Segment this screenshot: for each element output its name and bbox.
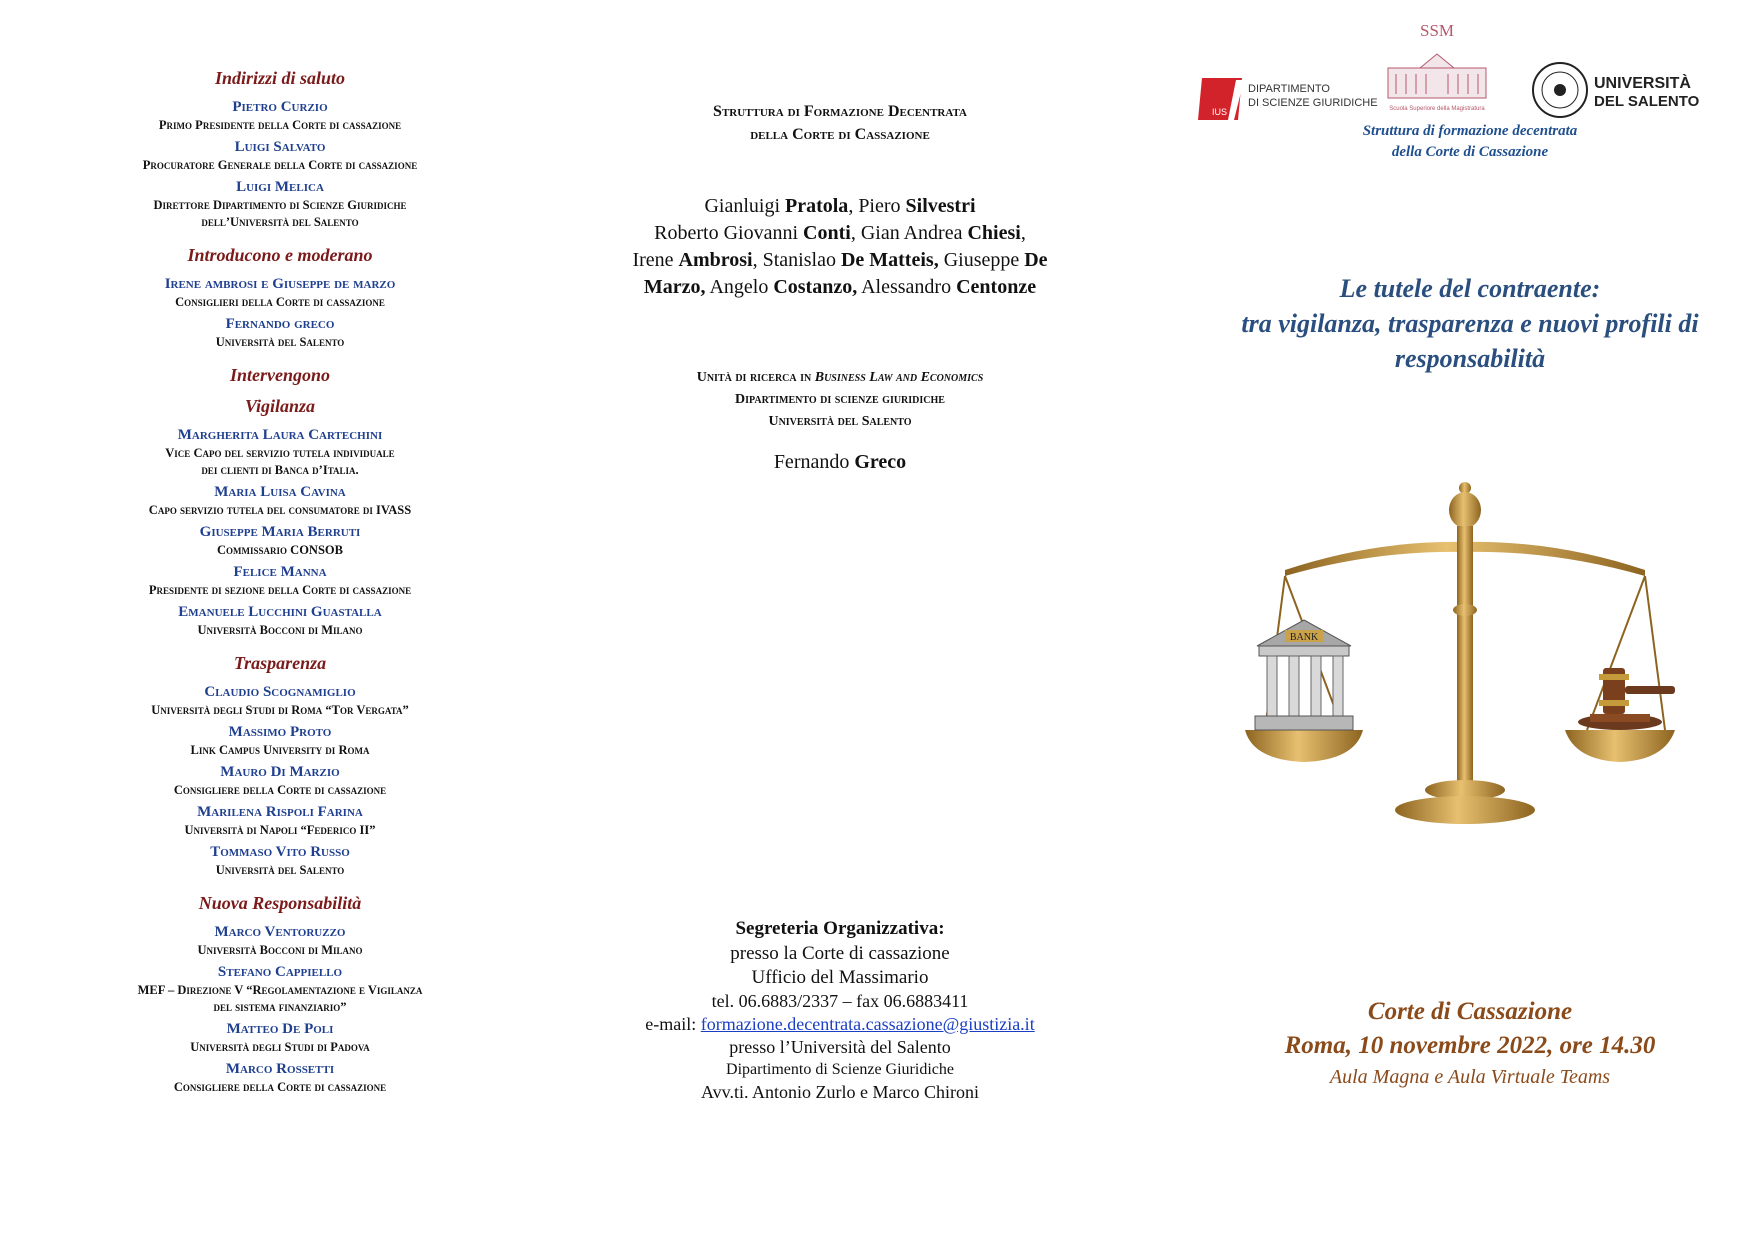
speaker-name: Pietro Curzio — [232, 99, 328, 115]
speaker-name: Marco Rossetti — [225, 1061, 335, 1077]
struttura-subtitle: Struttura di formazione decentrata della Corte di Cassazione — [1362, 123, 1578, 160]
speaker-role: Presidente di sezione della Corte di cassazione — [148, 583, 412, 597]
speaker-role: Università Bocconi di Milano — [197, 943, 363, 957]
program-list — [40, 68, 520, 1100]
svg-text:DEL SALENTO: DEL SALENTO — [1594, 93, 1700, 110]
event-date: Roma, 10 novembre 2022, ore 14.30 — [1284, 1032, 1656, 1059]
speaker-role: dell’Università del Salento — [201, 215, 359, 229]
speaker-role: Direttore Dipartimento di Scienze Giuridiche — [153, 198, 407, 212]
event-rooms: Aula Magna e Aula Virtuale Teams — [1329, 1066, 1611, 1088]
speaker-name: Claudio Scognamiglio — [204, 684, 356, 700]
speaker-role: Capo servizio tutela del consumatore di IVASS — [148, 503, 412, 517]
speaker-role: Primo Presidente della Corte di cassazione — [158, 118, 402, 132]
main-title: Le tutele del contraente: tra vigilanza, trasparenza e nuovi profili di responsabilità — [1241, 274, 1699, 373]
svg-text:SSM: SSM — [1419, 21, 1455, 40]
speaker-name: Tommaso Vito Russo — [210, 844, 350, 860]
speaker-name: Massimo Proto — [228, 724, 332, 740]
speaker-name: Matteo De Poli — [226, 1021, 334, 1037]
svg-text:DI SCIENZE GIURIDICHE: DI SCIENZE GIURIDICHE — [1248, 97, 1378, 109]
speaker-role: Università Bocconi di Milano — [197, 623, 363, 637]
speaker-role: dei clienti di Banca d’Italia. — [201, 463, 359, 477]
organizers-line: Roberto Giovanni Conti, Gian Andrea Chiesi, — [654, 222, 1026, 244]
speaker-role: Commissario CONSOB — [217, 543, 343, 557]
organizers-list — [590, 193, 1090, 301]
event-venue: Corte di Cassazione — [1367, 998, 1573, 1025]
speaker-role: Consiglieri della Corte di cassazione — [175, 295, 385, 309]
research-unit: Unità di ricerca in Business Law and Economics Dipartimento di scienze giuridiche Università del Salento — [696, 370, 984, 429]
speaker-name: Marilena Rispoli Farina — [197, 804, 363, 820]
speaker-name: Luigi Salvato — [234, 139, 326, 155]
speaker-role: Procuratore Generale della Corte di cassazione — [142, 158, 418, 172]
speaker-role: Consigliere della Corte di cassazione — [173, 783, 387, 797]
svg-text:Scuola Superiore della Magistr: Scuola Superiore della Magistratura — [1389, 106, 1485, 112]
speaker-name: Mauro Di Marzio — [220, 764, 340, 780]
section-title: Indirizzi di saluto — [214, 68, 346, 88]
ssm-logo — [1388, 21, 1486, 112]
organizers-line: Irene Ambrosi, Stanislao De Matteis, Giuseppe De — [632, 249, 1048, 271]
speaker-name: Luigi Melica — [236, 179, 324, 195]
speaker-role: Vice Capo del servizio tutela individuale — [165, 446, 395, 460]
unisalento-logo — [1533, 63, 1700, 117]
section-title: Vigilanza — [244, 396, 316, 416]
organizers-line: Gianluigi Pratola, Piero Silvestri — [704, 195, 976, 217]
speaker-role: Università di Napoli “Federico II” — [184, 823, 376, 837]
speaker-role: del sistema finanziario” — [213, 1000, 347, 1014]
organizers-column — [590, 0, 1090, 1240]
speaker-role: Link Campus University di Roma — [190, 743, 370, 757]
email-link[interactable]: formazione.decentrata.cassazione@giustizia.it — [700, 1014, 1035, 1034]
cover-column — [1190, 0, 1750, 1240]
dipartimento-logo — [1198, 78, 1378, 120]
speaker-role: Università del Salento — [215, 335, 345, 349]
speaker-name: Marco Ventoruzzo — [214, 924, 346, 940]
segreteria-title: Segreteria Organizzativa: — [735, 918, 945, 939]
logos-row — [1190, 20, 1750, 120]
section-title: Introducono e moderano — [187, 245, 373, 265]
speaker-role: Università del Salento — [215, 863, 345, 877]
bank-icon — [1255, 620, 1353, 730]
scales-of-justice-illustration — [1245, 460, 1675, 840]
speaker-role: Università degli Studi di Padova — [190, 1040, 370, 1054]
speaker-name: Fernando greco — [225, 316, 335, 332]
section-title: Trasparenza — [233, 653, 327, 673]
section-title: Nuova Responsabilità — [198, 893, 362, 913]
svg-text:UNIVERSITÀ: UNIVERSITÀ — [1594, 75, 1691, 92]
speaker-name: Emanuele Lucchini Guastalla — [178, 604, 382, 620]
organizers-line: Marzo, Angelo Costanzo, Alessandro Centonze — [643, 276, 1037, 298]
speaker-role: Università degli Studi di Roma “Tor Vergata” — [151, 703, 409, 717]
speaker-name: Maria Luisa Cavina — [214, 484, 346, 500]
svg-text:IUS: IUS — [1212, 107, 1228, 117]
svg-text:BANK: BANK — [1289, 632, 1319, 643]
speaker-name: Giuseppe Maria Berruti — [199, 524, 361, 540]
speaker-name: Felice Manna — [233, 564, 327, 580]
speaker-role: Consigliere della Corte di cassazione — [173, 1080, 387, 1094]
event-info — [1190, 995, 1750, 1091]
speaker-name: Irene ambrosi e Giuseppe de marzo — [164, 276, 396, 292]
speaker-name: Stefano Cappiello — [217, 964, 343, 980]
svg-text:DIPARTIMENTO: DIPARTIMENTO — [1248, 83, 1330, 95]
program-column — [40, 0, 520, 1240]
speaker-name: Margherita Laura Cartechini — [177, 427, 383, 443]
struttura-heading: Struttura di Formazione Decentrata della Corte di Cassazione — [713, 103, 967, 143]
section-title: Intervengono — [229, 365, 330, 385]
speaker-role: MEF – Direzione V “Regolamentazione e Vigilanza — [137, 983, 423, 997]
segreteria: Segreteria Organizzativa: presso la Corte di cassazione Ufficio del Massimario tel. 06.6883/2337 – fax 06.6883411 e-mail: formazione.decentrata.cassazione@giustizia.it presso l’Università del Salento Dipartimento di Scienze Giuridiche Avv.ti. Antonio Zurlo e Marco Chironi — [590, 918, 1090, 1104]
coordinator: Fernando Greco — [773, 451, 907, 473]
